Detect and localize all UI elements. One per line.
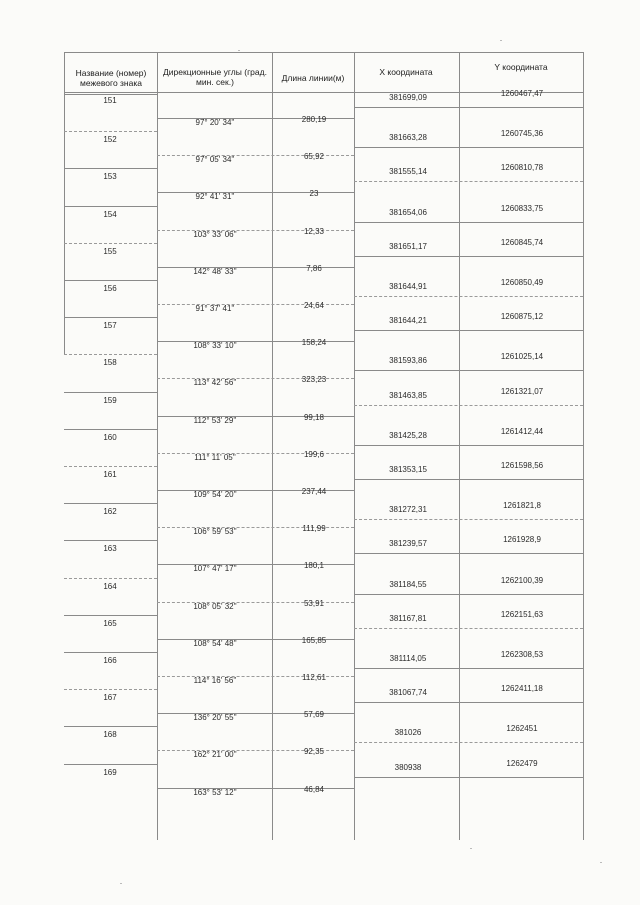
coord-row-border bbox=[354, 445, 583, 446]
point-name: 166 bbox=[103, 656, 117, 665]
coord-row-border bbox=[354, 777, 583, 778]
point-y: 1261321,07 bbox=[500, 387, 544, 396]
coord-row-border bbox=[354, 107, 583, 108]
point-x: 381644,21 bbox=[389, 316, 427, 325]
point-y: 1260810,78 bbox=[500, 163, 544, 172]
column-border bbox=[64, 52, 65, 355]
column-border bbox=[272, 52, 273, 840]
point-name: 162 bbox=[103, 507, 117, 516]
segment-angle: 106° 59' 53'' bbox=[193, 527, 237, 536]
segment-angle: 114° 16' 56'' bbox=[193, 676, 237, 685]
point-x: 381239,57 bbox=[389, 539, 427, 548]
column-border bbox=[157, 52, 158, 840]
segment-length: 165,85 bbox=[301, 636, 327, 645]
name-row-border bbox=[64, 652, 157, 653]
segment-length: 23 bbox=[309, 189, 319, 198]
point-name: 160 bbox=[103, 433, 117, 442]
point-y: 1262479 bbox=[506, 759, 538, 768]
segment-length: 180,1 bbox=[303, 561, 325, 570]
segment-angle: 142° 48' 33'' bbox=[193, 267, 237, 276]
coord-row-border bbox=[354, 147, 583, 148]
point-x: 381167,81 bbox=[389, 614, 427, 623]
scan-speck bbox=[500, 40, 502, 41]
segment-angle: 136° 20' 55'' bbox=[193, 713, 237, 722]
segment-angle: 109° 54' 20'' bbox=[193, 490, 237, 499]
point-y: 1262151,63 bbox=[500, 610, 544, 619]
point-name: 157 bbox=[103, 321, 117, 330]
point-name: 167 bbox=[103, 693, 117, 702]
header-angle: Дирекционные углы (град. мин. сек.) bbox=[163, 67, 267, 87]
segment-length: 199,6 bbox=[303, 450, 325, 459]
point-x: 381654,06 bbox=[389, 208, 427, 217]
point-x: 381555,14 bbox=[389, 167, 427, 176]
segment-length: 24,64 bbox=[303, 301, 325, 310]
segment-angle: 162° 21' 00'' bbox=[193, 750, 237, 759]
name-row-border bbox=[64, 354, 157, 355]
scan-speck bbox=[470, 848, 472, 849]
point-name: 159 bbox=[103, 396, 117, 405]
name-row-border bbox=[64, 392, 157, 393]
name-row-border bbox=[64, 131, 157, 132]
name-row-border bbox=[64, 615, 157, 616]
point-name: 164 bbox=[103, 582, 117, 591]
segment-length: 92,35 bbox=[303, 747, 325, 756]
name-row-border bbox=[64, 764, 157, 765]
point-name: 151 bbox=[103, 96, 117, 105]
name-row-border bbox=[64, 168, 157, 169]
segment-angle: 111° 11' 05'' bbox=[194, 453, 236, 462]
segment-angle: 113° 42' 56'' bbox=[193, 378, 237, 387]
point-y: 1261025,14 bbox=[500, 352, 544, 361]
point-x: 381353,15 bbox=[389, 465, 427, 474]
point-y: 1262308,53 bbox=[500, 650, 544, 659]
segment-angle: 108° 54' 48'' bbox=[193, 639, 237, 648]
header-top-border bbox=[64, 52, 583, 53]
segment-length: 237,44 bbox=[301, 487, 327, 496]
name-row-border bbox=[64, 578, 157, 579]
coord-row-border bbox=[354, 553, 583, 554]
segment-length: 53,91 bbox=[303, 599, 325, 608]
point-x: 381026 bbox=[394, 728, 422, 737]
coord-row-border bbox=[354, 405, 583, 406]
point-y: 1260845,74 bbox=[500, 238, 544, 247]
point-name: 169 bbox=[103, 768, 117, 777]
point-x: 380938 bbox=[394, 763, 422, 772]
segment-angle: 91° 37' 41'' bbox=[195, 304, 235, 313]
segment-angle: 92° 41' 31'' bbox=[195, 192, 235, 201]
segment-length: 280,19 bbox=[301, 115, 327, 124]
coord-row-border bbox=[354, 370, 583, 371]
segment-angle: 97° 05' 34'' bbox=[195, 155, 235, 164]
segment-length: 46,84 bbox=[303, 785, 325, 794]
point-y: 1261821,8 bbox=[503, 501, 541, 510]
header-y: Y координата bbox=[494, 62, 548, 72]
name-row-border bbox=[64, 206, 157, 207]
point-x: 381272,31 bbox=[389, 505, 427, 514]
point-y: 1260745,36 bbox=[500, 129, 544, 138]
name-row-border bbox=[64, 540, 157, 541]
point-name: 165 bbox=[103, 619, 117, 628]
point-y: 1261598,56 bbox=[500, 461, 544, 470]
point-y: 1261928,9 bbox=[503, 535, 541, 544]
point-x: 381651,17 bbox=[389, 242, 427, 251]
point-name: 158 bbox=[103, 358, 117, 367]
header-length: Длина линии(м) bbox=[281, 73, 345, 83]
point-y: 1260850,49 bbox=[500, 278, 544, 287]
column-border bbox=[583, 52, 584, 840]
coord-row-border bbox=[354, 668, 583, 669]
point-name: 154 bbox=[103, 210, 117, 219]
point-x: 381067,74 bbox=[389, 688, 427, 697]
name-row-border bbox=[64, 317, 157, 318]
name-row-border bbox=[64, 503, 157, 504]
coord-row-border bbox=[354, 594, 583, 595]
coord-row-border bbox=[354, 702, 583, 703]
point-name: 152 bbox=[103, 135, 117, 144]
coord-row-border bbox=[354, 222, 583, 223]
coord-row-border bbox=[354, 330, 583, 331]
segment-length: 12,33 bbox=[303, 227, 325, 236]
coord-row-border bbox=[354, 479, 583, 480]
segment-length: 7,86 bbox=[306, 264, 322, 273]
name-row-border bbox=[64, 689, 157, 690]
point-x: 381699,09 bbox=[389, 93, 427, 102]
point-y: 1261412,44 bbox=[500, 427, 544, 436]
point-name: 155 bbox=[103, 247, 117, 256]
point-name: 161 bbox=[103, 470, 117, 479]
point-name: 168 bbox=[103, 730, 117, 739]
point-name: 163 bbox=[103, 544, 117, 553]
segment-length: 65,92 bbox=[303, 152, 325, 161]
point-x: 381593,86 bbox=[389, 356, 427, 365]
name-row-border bbox=[64, 726, 157, 727]
scan-speck bbox=[238, 50, 240, 51]
point-y: 1262100,39 bbox=[500, 576, 544, 585]
point-x: 381463,85 bbox=[389, 391, 427, 400]
coord-row-border bbox=[354, 296, 583, 297]
segment-length: 158,24 bbox=[301, 338, 327, 347]
segment-length: 57,69 bbox=[303, 710, 325, 719]
segment-angle: 107° 47' 17'' bbox=[193, 564, 237, 573]
point-x: 381644,91 bbox=[389, 282, 427, 291]
point-name: 156 bbox=[103, 284, 117, 293]
name-row-border bbox=[64, 466, 157, 467]
segment-angle: 112° 53' 29'' bbox=[193, 416, 237, 425]
point-x: 381114,05 bbox=[389, 654, 427, 663]
name-row-border bbox=[64, 243, 157, 244]
header-name: Название (номер) межевого знака bbox=[75, 68, 147, 88]
point-y: 1260467,47 bbox=[500, 89, 544, 98]
scan-speck bbox=[120, 883, 122, 884]
name-row-border bbox=[64, 429, 157, 430]
point-x: 381184,55 bbox=[389, 580, 427, 589]
name-row-border bbox=[64, 280, 157, 281]
point-name: 153 bbox=[103, 172, 117, 181]
segment-angle: 108° 33' 10'' bbox=[193, 341, 237, 350]
segment-length: 111,99 bbox=[302, 524, 326, 533]
coord-row-border bbox=[354, 519, 583, 520]
column-border bbox=[459, 52, 460, 840]
column-border bbox=[354, 52, 355, 840]
point-x: 381425,28 bbox=[389, 431, 427, 440]
segment-angle: 163° 53' 12'' bbox=[193, 788, 237, 797]
point-y: 1260833,75 bbox=[500, 204, 544, 213]
coord-row-border bbox=[354, 628, 583, 629]
segment-length: 112,61 bbox=[302, 673, 326, 682]
coord-row-border bbox=[354, 181, 583, 182]
point-y: 1260875,12 bbox=[500, 312, 544, 321]
segment-angle: 103° 33' 06'' bbox=[193, 230, 237, 239]
segment-angle: 97° 20' 34'' bbox=[195, 118, 235, 127]
point-y: 1262411,18 bbox=[501, 684, 543, 693]
name-row-border bbox=[64, 94, 157, 95]
segment-length: 323,23 bbox=[301, 375, 327, 384]
scan-speck bbox=[600, 862, 602, 863]
point-y: 1262451 bbox=[506, 724, 538, 733]
coord-row-border bbox=[354, 256, 583, 257]
point-x: 381663,28 bbox=[389, 133, 427, 142]
segment-angle: 108° 05' 32'' bbox=[193, 602, 237, 611]
segment-length: 99,18 bbox=[303, 413, 325, 422]
header-x: Х координата bbox=[379, 67, 433, 77]
coord-row-border bbox=[354, 742, 583, 743]
